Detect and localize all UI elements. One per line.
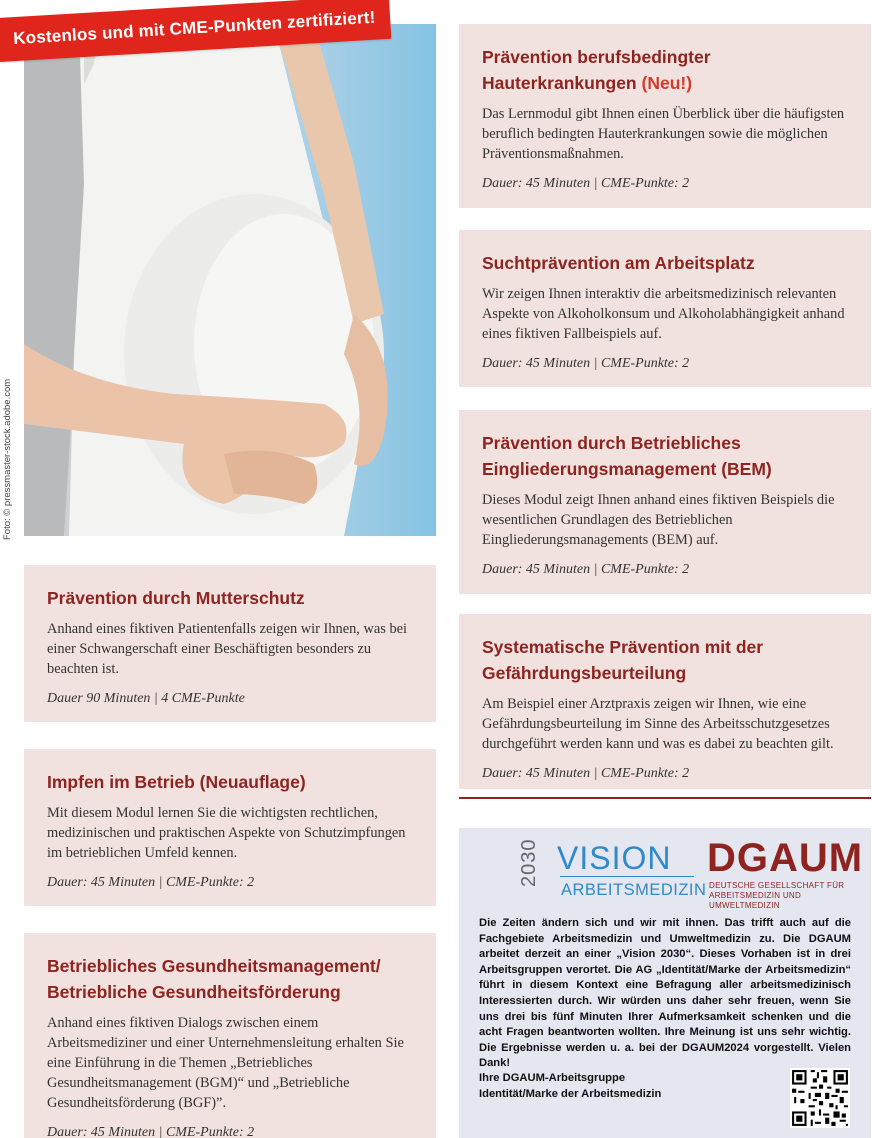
module-description: Wir zeigen Ihnen interaktiv die arbeitsmedizinisch relevanten Aspekte von Alkoholkonsum und Alkoholabhängigkeit anhand eines fiktiven Fallbeispiels auf. [482,286,845,342]
signature-line-2: Identität/Marke der Arbeitsmedizin [479,1088,662,1100]
pregnant-woman-illustration [24,24,436,536]
signature [479,1070,661,1102]
dgaum-sub-line-1: DEUTSCHE GESELLSCHAFT FÜR [709,881,845,890]
module-title: Impfen im Betrieb (Neuauflage) [47,772,306,792]
module-card-mutterschutz[interactable] [24,565,436,722]
module-title: Prävention durch Mutterschutz [47,588,305,608]
module-card-gefaehrdung[interactable] [459,614,871,789]
cme-banner: Kostenlos und mit CME-Punkten zertifiziert! [0,0,391,62]
vision-logo-subtitle: ARBEITSMEDIZIN [561,881,707,899]
module-card-bgm[interactable] [24,933,436,1138]
module-description: Dieses Modul zeigt Ihnen anhand eines fiktiven Beispiels die wesentlichen Grundlagen des Betrieblichen Eingliederungsmanagements (BEM) auf. [482,492,835,548]
vision-year: 2030 [518,838,540,887]
module-card-bem[interactable] [459,410,871,594]
module-description: Anhand eines fiktiven Dialogs zwischen einem Arbeitsmediziner und einer Unternehmensleitung erhalten Sie eine Einführung in die Themen „Betriebliches Gesundheitsmanagement (BGM)“ und „Betriebliche Gesundheitsförderung (BGF)”. [47,1015,404,1111]
module-meta: Dauer: 45 Minuten | CME-Punkte: 2 [47,875,255,890]
module-description: Mit diesem Modul lernen Sie die wichtigsten rechtlichen, medizinischen und praktischen Aspekte von Schutzimpfungen im betrieblichen Umfeld kennen. [47,805,406,861]
pregnancy-photo [24,24,436,536]
module-title: Suchtprävention am Arbeitsplatz [482,253,755,273]
module-card-sucht[interactable] [459,230,871,387]
module-meta: Dauer: 45 Minuten | CME-Punkte: 2 [482,176,690,191]
logo-row [479,828,864,910]
dgaum-sub-line-2: ARBEITSMEDIZIN UND UMWELTMEDIZIN [709,891,802,910]
module-title: Betriebliches Gesundheitsmanagement/ Betriebliche Gesundheitsförderung [47,956,381,1002]
module-meta: Dauer: 45 Minuten | CME-Punkte: 2 [47,1125,255,1138]
vision-logo-line [560,876,694,877]
module-meta: Dauer: 45 Minuten | CME-Punkte: 2 [482,356,690,371]
qr-code-icon[interactable] [790,1068,850,1128]
photo-credit: Foto: © pressmaster-stock.adobe.com [2,378,13,540]
module-description: Anhand eines fiktiven Patientenfalls zeigen wir Ihnen, was bei einer Schwangerschaft einer Beschäftigten besonders zu beachten ist. [47,621,408,677]
new-badge: (Neu!) [641,73,693,93]
module-title: Prävention durch Betriebliches Eingliederungsmanagement (BEM) [482,433,772,479]
module-title: Systematische Prävention mit der Gefährdungsbeurteilung [482,637,764,683]
module-description: Am Beispiel einer Arztpraxis zeigen wir Ihnen, wie eine Gefährdungsbeurteilung im Sinne des Arbeitsschutzgesetzes durchgeführt werden kann und was es dabei zu beachten gilt. [482,696,834,752]
divider [459,797,871,799]
dgaum-logo-subtitle [709,881,851,911]
module-description: Das Lernmodul gibt Ihnen einen Überblick über die häufigsten beruflich bedingten Hauterkrankungen sowie die möglichen Präventionsmaßnahmen. [482,106,845,162]
module-card-haut[interactable] [459,24,871,208]
module-meta: Dauer 90 Minuten | 4 CME-Punkte [47,691,245,706]
module-card-impfen[interactable] [24,749,436,906]
module-meta: Dauer: 45 Minuten | CME-Punkte: 2 [482,766,690,781]
module-title: Prävention berufsbedingter Hauterkrankungen (Neu!) [482,47,711,93]
dgaum-survey-box [459,828,871,1138]
vision-logo-text: VISION [557,840,672,876]
survey-text: Die Zeiten ändern sich und wir mit ihnen. Das trifft auch auf die Fachgebiete Arbeitsmedizin und Umweltmedizin zu. Die DGAUM arbeitet derzeit an einer „Vision 2030“. Dieses Vorhaben ist in drei Arbeitsgruppen verortet. Die AG „Identität/Marke der Arbeitsmedizin“ führt in diesem Kontext eine Befragung aller arbeitsmedizinisch Interessierten durch. Wir würden uns daher sehr freuen, wenn Sie uns drei bis fünf Minuten Ihrer Aufmerksamkeit schenken und die acht Fragen beantworten wollten. Ihre Meinung ist uns sehr wichtig. Die Ergebnisse werden u. a. bei der DGAUM2024 vorgestellt. Vielen Dank! [479,917,851,1070]
signature-line-1: Ihre DGAUM-Arbeitsgruppe [479,1072,626,1084]
dgaum-logo: DGAUM [707,836,864,880]
module-meta: Dauer: 45 Minuten | CME-Punkte: 2 [482,562,690,577]
